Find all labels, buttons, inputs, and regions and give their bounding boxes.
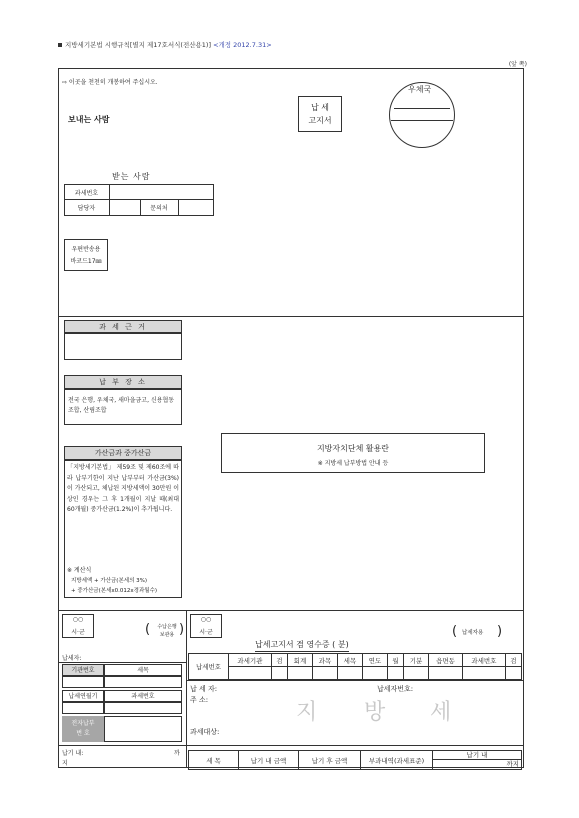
ghost-char-3: 세 (430, 700, 452, 725)
address-label: 주 소: (190, 696, 209, 704)
left-bank-line2: 보관용 (159, 632, 175, 638)
footer-before-due: 납기 내 금액 (239, 751, 299, 770)
local-gov-box (221, 433, 485, 473)
footer-item: 세 목 (189, 751, 239, 770)
inquiry-label: 문의처 (150, 205, 168, 212)
taxpayer-copy: 납세자용 (462, 630, 484, 636)
formula-line1: 지방세액 + 가산금(본세의 3%) (71, 578, 148, 584)
revision-date: <개정 2012.7.31> (213, 41, 272, 49)
top-section-divider (58, 316, 524, 317)
formula-line2: + 중가산금(본세x0.012x경과월수) (71, 588, 158, 594)
postmark-line-top (394, 108, 450, 109)
right-bracket-open: ( (452, 624, 458, 639)
tax-number-grid (188, 653, 522, 680)
left-due-until-a: 까 (174, 750, 180, 757)
right-bracket-close: ) (497, 624, 503, 639)
recipient-label: 받는 사람 (112, 172, 151, 181)
tax-number-label: 과세번호 (74, 190, 99, 197)
e-payment-value (104, 716, 182, 742)
left-bank-line1: 수납은행 (157, 624, 177, 630)
right-city: ○○ (200, 616, 212, 623)
grid-cell (429, 667, 463, 680)
tax-target-label: 과세대상: (190, 728, 220, 736)
grid-cell (462, 667, 505, 680)
postal-barcode-box (64, 239, 108, 271)
tax-year-month-value (62, 702, 104, 714)
footer-due-label: 납기 내 (433, 751, 521, 760)
right-row-line2 (186, 745, 524, 746)
grid-header-year: 연도 (362, 654, 387, 667)
grid-header-check1: 검 (271, 654, 287, 667)
left-due-until-b: 지 (62, 760, 68, 767)
left-row-line1 (58, 662, 186, 663)
grid-header-month: 월 (387, 654, 403, 667)
bullet-icon (58, 43, 62, 47)
right-si-gun: 시·군 (199, 629, 213, 636)
ghost-char-1: 지 (296, 700, 318, 725)
notice-title-line2: 고지서 (308, 116, 332, 125)
receipt-title: 납세고지서 겸 영수증 ( 분) (255, 639, 349, 652)
tax-info-divider (64, 199, 214, 200)
middle-section-divider (58, 610, 524, 611)
tax-basis-box (64, 333, 182, 360)
form-title: 지방세기본법 시행규칙[별지 제17호서식(전산용1)] (65, 41, 211, 49)
agency-code-label: 기관번호 (62, 664, 104, 676)
grid-cell (362, 667, 387, 680)
grid-header-district: 읍면동 (429, 654, 463, 667)
left-si-gun: 시·군 (71, 629, 85, 636)
footer-breakdown: 부과내역(과세표준) (361, 751, 433, 770)
grid-header-agency: 과세기관 (229, 654, 272, 667)
grid-value-row (189, 667, 522, 680)
amount-footer-row (189, 751, 522, 770)
left-taxpayer-label: 납세자: (62, 655, 82, 662)
payment-place-title: 납 부 장 소 (64, 375, 182, 389)
penalty-text: 「지방세기본법」 제59조 및 제60조에 따라 납부기한이 지난 납부부터 가산금(3%)이 가산되고, 체납된 지방세액이 30만원 이상인 경우는 그 후 1개월이 지날 때(최대 60개월) 중가산금(1.2%)이 추가됩니다. (67, 464, 179, 513)
grid-row-label: 납세번호 (189, 654, 229, 680)
right-row-line1 (186, 680, 524, 681)
left-city: ○○ (72, 616, 84, 623)
grid-cell (287, 667, 312, 680)
sender-label: 보내는 사람 (68, 115, 110, 124)
grid-header-row (189, 654, 522, 667)
grid-cell (312, 667, 337, 680)
footer-until: 까지 (506, 760, 519, 768)
grid-header-check2: 검 (505, 654, 521, 667)
local-gov-title: 지방자치단체 활용란 (316, 444, 390, 453)
payment-place-text: 전국 은행, 우체국, 새마을금고, 신용협동조합, 산림조합 (64, 389, 182, 425)
postmark-line-bottom (391, 120, 453, 121)
e-payment-box (62, 716, 104, 742)
e-payment-line1: 전자납부 (71, 720, 95, 727)
postal-barcode-line1: 우편반송용 (71, 246, 101, 253)
manager-label: 담당자 (77, 205, 96, 212)
left-row-line2 (58, 745, 186, 746)
grid-cell (271, 667, 287, 680)
left-bank-copy (152, 622, 185, 639)
left-tax-number-label: 과세번호 (104, 690, 182, 702)
page-label: (앞 쪽) (508, 61, 527, 68)
tax-item-value (104, 676, 182, 688)
left-bracket-open: ( (145, 622, 151, 637)
penalty-title: 가산금과 중가산금 (64, 446, 182, 460)
ghost-char-2: 방 (364, 700, 386, 725)
footer-due-cell (433, 751, 522, 770)
local-gov-subtitle: ※ 지방세 납부방법 안내 등 (317, 460, 389, 467)
e-payment-line2: 번 호 (76, 730, 90, 737)
grid-cell (505, 667, 521, 680)
postmark-label: 우체국 (408, 85, 432, 94)
tax-year-month-label: 납세연월기 (62, 690, 104, 702)
tax-info-col3 (178, 199, 179, 216)
tax-basis-title: 과 세 근 거 (64, 320, 182, 333)
postal-barcode-line2: 바코드17㎜ (70, 258, 102, 265)
taxpayer-number-label: 납세자번호: (377, 685, 414, 693)
formula-title: ※ 계산식 (67, 567, 92, 574)
notice-title-line1: 납 세 (311, 103, 329, 112)
grid-cell (337, 667, 362, 680)
left-due-date-label: 납기 내: (62, 750, 84, 757)
agency-code-value (62, 676, 104, 688)
grid-header-tax-number: 과세번호 (462, 654, 505, 667)
amount-footer-table (188, 750, 522, 770)
form-header (58, 40, 272, 49)
grid-cell (404, 667, 429, 680)
taxpayer-label: 납 세 자: (190, 685, 218, 693)
tax-info-col1 (109, 184, 110, 216)
grid-cell (387, 667, 403, 680)
grid-header-tax-item: 세목 (337, 654, 362, 667)
grid-header-period: 기분 (404, 654, 429, 667)
footer-after-due: 납기 후 금액 (299, 751, 361, 770)
tax-item-label: 세목 (104, 664, 182, 676)
notice-title-box (298, 96, 342, 132)
grid-cell (229, 667, 272, 680)
open-instruction: ⇨ 이곳을 천천히 개봉하여 주십시오. (62, 79, 158, 86)
left-tax-number-value (104, 702, 182, 714)
grid-header-account: 회계 (287, 654, 312, 667)
left-bracket-close: ) (179, 622, 185, 637)
grid-header-subject: 과목 (312, 654, 337, 667)
